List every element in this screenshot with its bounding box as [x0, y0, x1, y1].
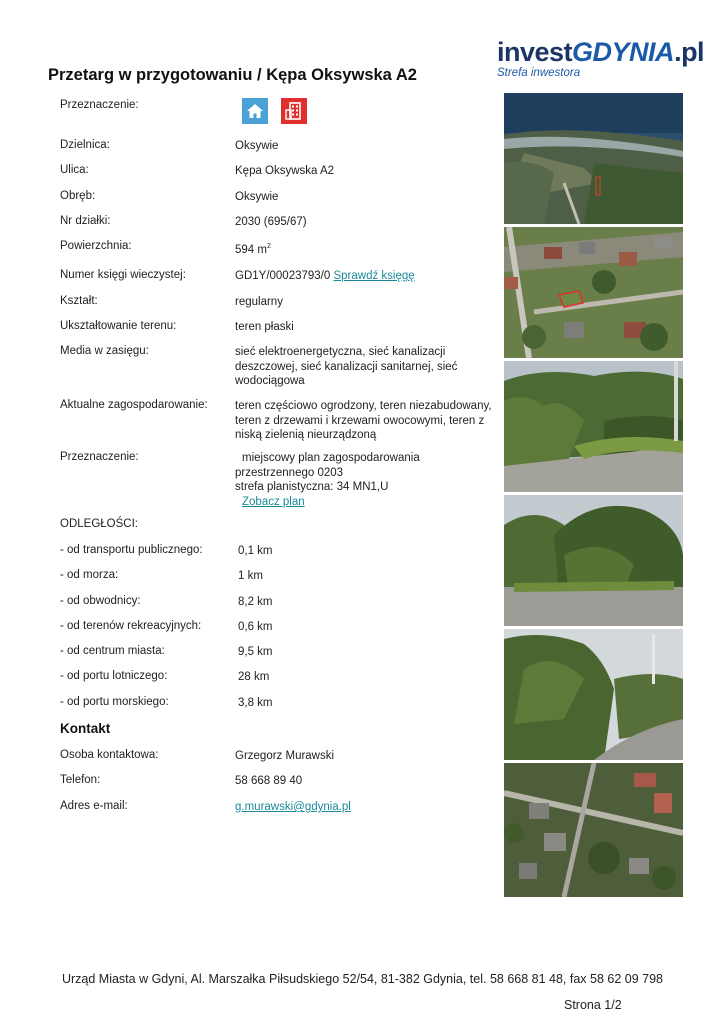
powierzchnia-number: 594 m — [235, 243, 267, 256]
powierzchnia-value — [235, 240, 505, 257]
distance-value: 28 km — [238, 671, 270, 683]
zagospodarowanie-label: Aktualne zagospodarowanie: — [60, 399, 208, 411]
plan-line-3: strefa planistyczna: 34 MN1,U — [235, 481, 389, 493]
ulica-value: Kępa Oksywska A2 — [235, 165, 335, 177]
apartment-block-icon — [281, 98, 307, 124]
distance-value: 9,5 km — [238, 646, 273, 658]
photo-street-greenery[interactable] — [504, 629, 683, 760]
distance-value: 0,6 km — [238, 621, 273, 633]
contact-heading: Kontakt — [60, 721, 111, 736]
sprawdz-ksiege-link[interactable]: Sprawdź księgę — [333, 270, 415, 282]
media-label: Media w zasięgu: — [60, 345, 149, 357]
aerial-photo-neighborhood[interactable] — [504, 763, 683, 897]
dzielnica-value: Oksywie — [235, 140, 279, 152]
ksztalt-value: regularny — [235, 296, 283, 308]
distance-value: 0,1 km — [238, 545, 273, 557]
email-label: Adres e-mail: — [60, 800, 128, 812]
distance-label: - od portu lotniczego: — [60, 670, 168, 682]
page-number: Strona 1/2 — [564, 998, 622, 1012]
plan-line-2: przestrzennego 0203 — [235, 466, 344, 479]
osoba-value: Grzegorz Murawski — [235, 750, 335, 762]
logo-subtitle: Strefa inwestora — [497, 67, 581, 79]
photo-plot-bushes-1[interactable] — [504, 361, 683, 492]
distance-value: 3,8 km — [238, 697, 273, 709]
teren-label: Ukształtowanie terenu: — [60, 320, 177, 332]
powierzchnia-unit-sup: 2 — [266, 243, 271, 250]
aerial-photo-plot[interactable] — [504, 227, 683, 358]
email-link[interactable]: g.murawski@gdynia.pl — [235, 801, 351, 813]
nr-dzialki-label: Nr działki: — [60, 215, 111, 227]
plan-line-1: miejscowy plan zagospodarowania — [242, 452, 420, 464]
page-title: Przetarg w przygotowaniu / Kępa Oksywska A2 — [48, 66, 417, 84]
telefon-label: Telefon: — [60, 774, 101, 786]
distance-value: 1 km — [238, 570, 263, 582]
nr-dzialki-value: 2030 (695/67) — [235, 216, 307, 228]
obreb-label: Obręb: — [60, 190, 96, 202]
distance-label: - od centrum miasta: — [60, 645, 165, 657]
aerial-photo-coast[interactable] — [504, 93, 683, 224]
distance-label: - od obwodnicy: — [60, 595, 141, 607]
teren-value: teren płaski — [235, 321, 294, 333]
house-icon — [242, 98, 268, 124]
przeznaczenie-plan-label: Przeznaczenie: — [60, 451, 139, 463]
przeznaczenie-label: Przeznaczenie: — [60, 99, 139, 111]
telefon-value: 58 668 89 40 — [235, 775, 303, 787]
media-value: sieć elektroenergetyczna, sieć kanalizacji deszczowej, sieć kanalizacji sanitarnej, sieć wodociągowa — [235, 346, 458, 387]
distance-label: - od terenów rekreacyjnych: — [60, 620, 202, 632]
photo-plot-bushes-2[interactable] — [504, 495, 683, 626]
ksztalt-label: Kształt: — [60, 295, 98, 307]
zagospodarowanie-value: teren częściowo ogrodzony, teren niezabudowany, teren z drzewami i krzewami owocowymi, teren z niską zielenią nieurządzoną — [235, 400, 492, 441]
distance-label: - od portu morskiego: — [60, 696, 169, 708]
ksiega-value — [235, 269, 505, 284]
plan-info — [235, 451, 505, 509]
osoba-label: Osoba kontaktowa: — [60, 749, 159, 761]
ksiega-label: Numer księgi wieczystej: — [60, 269, 186, 281]
distance-label: - od morza: — [60, 569, 119, 581]
photo-column — [504, 93, 683, 900]
powierzchnia-label: Powierzchnia: — [60, 240, 132, 252]
logo-main-text: invest — [497, 37, 573, 67]
zobacz-plan-link[interactable]: Zobacz plan — [242, 495, 305, 508]
logo-accent-text: GDYNIA — [572, 37, 675, 67]
obreb-value: Oksywie — [235, 191, 279, 203]
ksiega-number: GD1Y/00023793/0 — [235, 270, 331, 282]
investgdynia-logo[interactable] — [497, 37, 705, 84]
dzielnica-label: Dzielnica: — [60, 139, 110, 151]
distance-value: 8,2 km — [238, 596, 273, 608]
distances-heading: ODLEGŁOŚCI: — [60, 518, 138, 530]
ulica-label: Ulica: — [60, 164, 89, 176]
footer-address: Urząd Miasta w Gdyni, Al. Marszałka Piłsudskiego 52/54, 81-382 Gdynia, tel. 58 668 81 48, fax 58 62 09 798 — [61, 972, 664, 986]
logo-suffix-text: .pl — [674, 37, 705, 67]
distance-label: - od transportu publicznego: — [60, 544, 203, 556]
